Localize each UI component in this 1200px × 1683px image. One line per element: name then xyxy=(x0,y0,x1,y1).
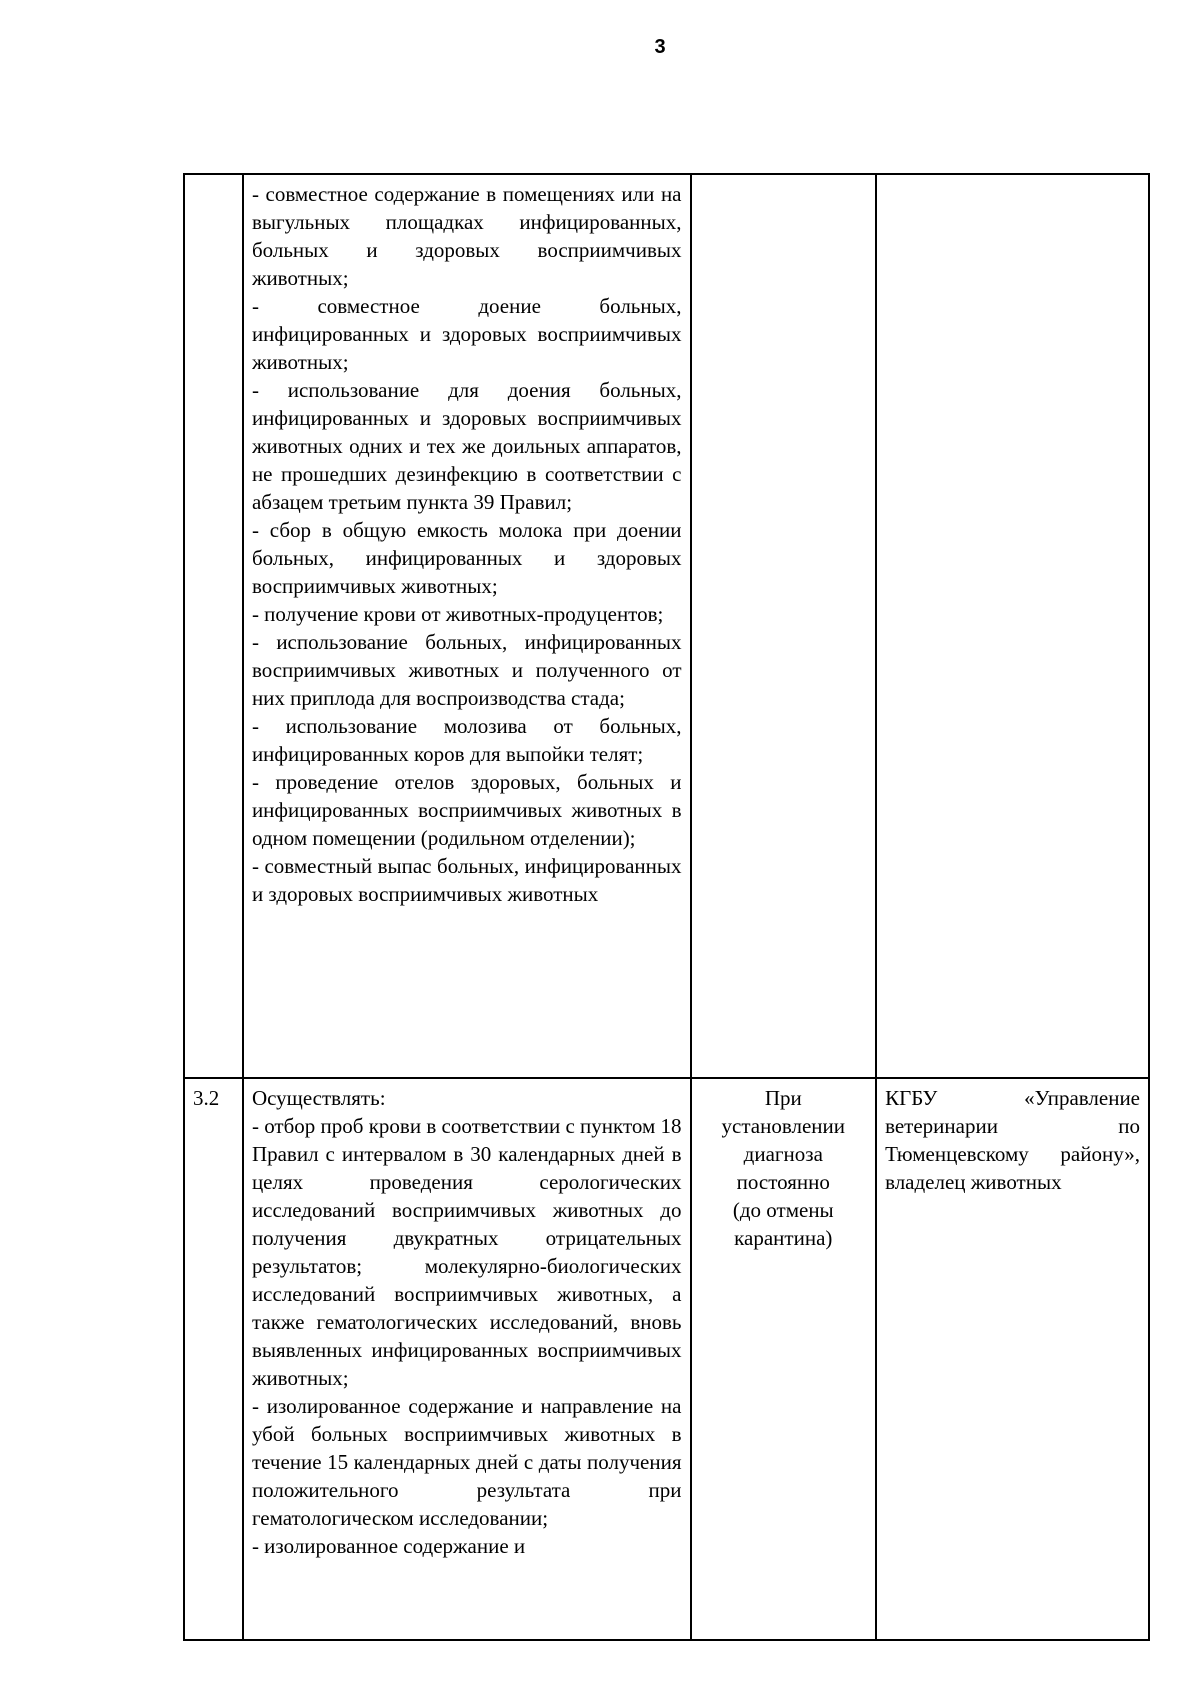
list-item: - совместный выпас больных, инфицированных и здоровых восприимчивых животных xyxy=(251,854,682,906)
row-number-cell xyxy=(184,174,243,1078)
section-heading: Осуществлять: xyxy=(251,1086,386,1110)
responsible-cell: КГБУ «Управление ветеринарии по Тюменцевскому району», владелец животных xyxy=(876,1078,1149,1640)
list-item: - использование для доения больных, инфицированных и здоровых восприимчивых животных одних и тех же доильных аппаратов, не прошедших дезинфекцию в соответствии с абзацем третьим пункта 39 Правил; xyxy=(251,378,682,514)
list-item: - получение крови от животных-продуцентов; xyxy=(251,602,664,626)
table-row xyxy=(184,1078,1149,1640)
term-line: (до отмены xyxy=(732,1198,834,1222)
list-item: - отбор проб крови в соответствии с пунктом 18 Правил с интервалом в 30 календарных дней в целях проведения серологических исследований восприимчивых животных до получения двукратных отрицательных результатов; молекулярно-биологических исследований восприимчивых животных, а также гематологических исследований, вновь выявленных инфицированных восприимчивых животных; xyxy=(251,1114,682,1390)
list-item: - совместное содержание в помещениях или на выгульных площадках инфицированных, больных и здоровых восприимчивых животных; xyxy=(251,182,682,290)
responsible-cell xyxy=(876,174,1149,1078)
term-line: При xyxy=(764,1086,802,1110)
row-number-cell: 3.2 xyxy=(184,1078,243,1640)
term-line: установлении xyxy=(721,1114,846,1138)
list-item: - изолированное содержание и xyxy=(251,1534,526,1558)
term-cell xyxy=(691,174,877,1078)
term-cell xyxy=(691,1078,877,1640)
list-item: - использование молозива от больных, инфицированных коров для выпойки телят; xyxy=(251,714,682,766)
term-line: диагноза xyxy=(743,1142,823,1166)
measures-text-cell xyxy=(243,174,691,1078)
table-row xyxy=(184,174,1149,1078)
list-item: - использование больных, инфицированных восприимчивых животных и полученного от них приплода для воспроизводства стада; xyxy=(251,630,682,710)
measures-table xyxy=(183,173,1150,1641)
list-item: - проведение отелов здоровых, больных и инфицированных восприимчивых животных в одном помещении (родильном отделении); xyxy=(251,770,682,850)
page-number: 3 xyxy=(654,36,666,58)
term-line: карантина) xyxy=(734,1226,833,1250)
list-item: - сбор в общую емкость молока при доении больных, инфицированных и здоровых восприимчивых животных; xyxy=(251,518,682,598)
measures-text-cell xyxy=(243,1078,691,1640)
term-line: постоянно xyxy=(736,1170,830,1194)
list-item: - изолированное содержание и направление на убой больных восприимчивых животных в течение 15 календарных дней с даты получения положительного результата при гематологическом исследовании; xyxy=(251,1394,682,1530)
list-item: - совместное доение больных, инфицированных и здоровых восприимчивых животных; xyxy=(251,294,682,374)
